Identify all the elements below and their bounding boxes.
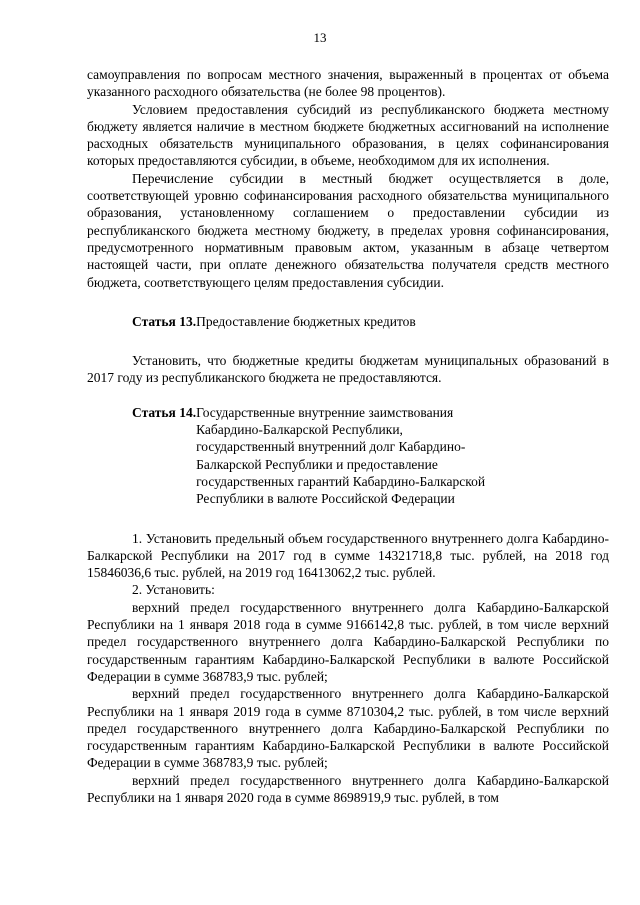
paragraph: Условием предоставления субсидий из республиканского бюджета местному бюджету является наличие в местном бюджете бюджетных ассигнований на исполнение расходных обязательств муниципального образования, в целях софинансирования которых предоставляются субсидии, в объеме, необходимом для их исполнения. [87,101,609,169]
paragraph: верхний предел государственного внутреннего долга Кабардино-Балкарской Республики на 1 января 2018 года в сумме 9166142,8 тыс. рублей, в том числе верхний предел государственного внутреннего долга Кабардино-Балкарской Республики по государственным гарантиям Кабардино-Балкарской Республики в валюте Российской Федерации в сумме 368783,9 тыс. рублей; [87,599,609,684]
paragraph: верхний предел государственного внутреннего долга Кабардино-Балкарской Республики на 1 января 2019 года в сумме 8710304,2 тыс. рублей, в том числе верхний предел государственного внутреннего долга Кабардино-Балкарской Республики по государственным гарантиям Кабардино-Балкарской Республики в валюте Российской Федерации в сумме 368783,9 тыс. рублей; [87,686,609,771]
page-number: 13 [313,30,327,45]
article-13-heading [87,313,609,330]
article-14-title: Государственные внутренние заимствования Кабардино-Балкарской Республики, государственный внутренний долг Кабардино-Балкарской Республики и предоставление государственных гарантий Кабардино-Балкарской Республики в валюте Российской Федерации [196,404,486,507]
paragraph: 1. Установить предельный объем государственного внутреннего долга Кабардино-Балкарской Республики на 2017 год в сумме 14321718,8 тыс. рублей, на 2018 год 15846036,6 тыс. рублей, на 2019 год 16413062,2 тыс. рублей. [87,530,609,581]
article-13-text: Установить, что бюджетные кредиты бюджетам муниципальных образований в 2017 году из республиканского бюджета не предоставляются. [87,353,609,386]
article-13-title: Предоставление бюджетных кредитов [196,313,416,329]
paragraph: верхний предел государственного внутреннего долга Кабардино-Балкарской Республики на 1 января 2020 года в сумме 8698919,9 тыс. рублей, в том [87,772,609,805]
paragraph: самоуправления по вопросам местного значения, выраженный в процентах от объема указанного расходного обязательства (не более 98 процентов). [87,67,609,100]
article-13-label: Статья 13. [132,313,197,329]
paragraph: Перечисление субсидии в местный бюджет осуществляется в доле, соответствующей уровню софинансирования расходного обязательства муниципального образования, установленному соглашением о предоставлении субсидии из республиканского бюджета местному бюджету, в пределах уровня софинансирования, предусмотренного нормативным правовым актом, указанным в абзаце четвертом настоящей части, при оплате денежного обязательства получателя средств местного бюджета, соответствующего целям предоставления субсидии. [87,170,609,290]
paragraph: 2. Установить: [132,582,215,598]
document-body [87,66,609,806]
article-14-heading [87,404,609,508]
article-14-label: Статья 14. [132,404,197,420]
